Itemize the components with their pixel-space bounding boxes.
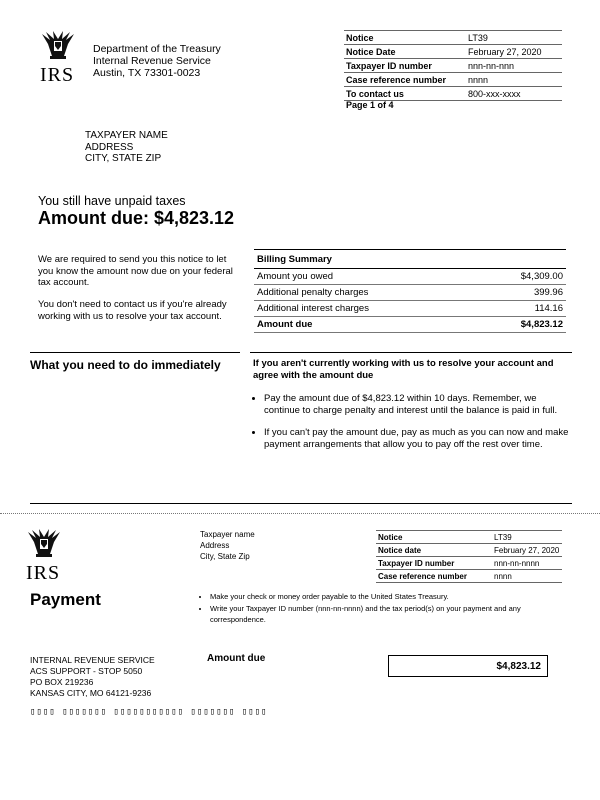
table-row xyxy=(344,73,562,87)
dept-line: Austin, TX 73301-0023 xyxy=(93,67,201,79)
stub-id-value: nnn-nn-nnnn xyxy=(492,557,562,570)
list-item: • Make your check or money order payable to the United States Treasury. xyxy=(210,591,578,602)
list-item: • Pay the amount due of $4,823.12 within 10 days. Remember, we continue to charge penalty and interest until the balance is paid in full. xyxy=(264,393,574,417)
divider xyxy=(30,503,572,504)
table-row xyxy=(344,31,562,45)
amount-due-label: Amount due xyxy=(207,653,266,664)
mail-line: INTERNAL REVENUE SERVICE xyxy=(30,655,155,665)
stub-taxpayer-city: City, State Zip xyxy=(200,552,250,561)
irs-logo xyxy=(40,30,76,85)
stub-notice-label: Notice xyxy=(376,531,492,544)
list-item: • Write your Taxpayer ID number (nnn-nn-nnnn) and the tax period(s) on your payment and any correspondence. xyxy=(210,603,578,625)
page-title: Amount due: $4,823.12 xyxy=(38,208,235,228)
billing-label: Additional penalty charges xyxy=(254,285,475,301)
case-ref-value: nnnn xyxy=(466,73,562,87)
billing-label: Additional interest charges xyxy=(254,301,475,317)
mail-line: KANSAS CITY, MO 64121-9236 xyxy=(30,688,152,698)
department-address xyxy=(93,43,221,79)
eagle-icon xyxy=(26,528,62,558)
stub-date-value: February 27, 2020 xyxy=(492,544,562,557)
stub-notice-value: LT39 xyxy=(492,531,562,544)
action-list xyxy=(252,393,574,461)
mailing-address xyxy=(30,655,155,699)
stub-case-label: Case reference number xyxy=(376,570,492,583)
eagle-icon xyxy=(40,30,76,60)
billing-value: 399.96 xyxy=(475,285,566,301)
table-row xyxy=(254,285,566,301)
table-row xyxy=(376,570,562,583)
table-row xyxy=(254,301,566,317)
stub-taxpayer-street: Address xyxy=(200,541,230,550)
stub-info-table xyxy=(376,530,562,583)
stub-taxpayer-address xyxy=(200,529,255,562)
stub-taxpayer-name: Taxpayer name xyxy=(200,530,255,539)
list-item: • If you can't pay the amount due, pay as much as you can now and make payment arrangements that allow you to pay off the rest over time. xyxy=(264,427,574,451)
logo-text: IRS xyxy=(26,562,61,584)
mail-line: ACS SUPPORT - STOP 5050 xyxy=(30,666,143,676)
stub-case-value: nnnn xyxy=(492,570,562,583)
taxpayer-street: ADDRESS xyxy=(85,141,134,153)
contact-label: To contact us xyxy=(344,87,466,101)
notice-info-table xyxy=(344,30,562,101)
table-row xyxy=(344,45,562,59)
table-header xyxy=(254,250,566,269)
billing-total-label: Amount due xyxy=(254,317,475,333)
dept-line: Department of the Treasury xyxy=(93,43,221,55)
notice-date-label: Notice Date xyxy=(344,45,466,59)
intro-paragraph: You don't need to contact us if you're already working with us to resolve your tax account. xyxy=(38,299,227,322)
amount-due-value: $4,823.12 xyxy=(496,661,541,672)
billing-summary-table xyxy=(254,249,566,333)
section-subhead: If you aren't currently working with us to resolve your account and agree with the amount due xyxy=(253,358,554,381)
taxpayer-id-value: nnn-nn-nnn xyxy=(466,59,562,73)
table-row xyxy=(376,557,562,570)
billing-value: 114.16 xyxy=(475,301,566,317)
logo-text: IRS xyxy=(40,64,75,86)
payment-title: Payment xyxy=(30,590,101,609)
headline-subtitle: You still have unpaid taxes xyxy=(38,194,186,208)
taxpayer-address xyxy=(85,130,168,165)
dept-line: Internal Revenue Service xyxy=(93,55,211,67)
notice-value: LT39 xyxy=(466,31,562,45)
taxpayer-name: TAXPAYER NAME xyxy=(85,130,168,141)
notice-date-value: February 27, 2020 xyxy=(466,45,562,59)
stub-id-label: Taxpayer ID number xyxy=(376,557,492,570)
scan-line: ▯▯▯▯ ▯▯▯▯▯▯▯ ▯▯▯▯▯▯▯▯▯▯▯ ▯▯▯▯▯▯▯ ▯▯▯▯ xyxy=(30,707,268,717)
case-ref-label: Case reference number xyxy=(344,73,466,87)
tear-line xyxy=(0,513,600,514)
stub-date-label: Notice date xyxy=(376,544,492,557)
page-number: Page 1 of 4 xyxy=(346,100,394,110)
mail-line: PO BOX 219236 xyxy=(30,677,94,687)
intro-paragraph: We are required to send you this notice to let you know the amount now due on your federal tax account. xyxy=(38,254,233,288)
notice-label: Notice xyxy=(344,31,466,45)
table-row xyxy=(376,531,562,544)
amount-due-box[interactable] xyxy=(388,655,548,677)
divider xyxy=(250,352,572,353)
divider xyxy=(30,352,240,353)
table-row xyxy=(344,87,562,101)
payment-instructions xyxy=(200,591,578,626)
billing-label: Amount you owed xyxy=(254,269,475,285)
stub-irs-logo xyxy=(26,528,62,583)
taxpayer-city: CITY, STATE ZIP xyxy=(85,153,162,164)
billing-title: Billing Summary xyxy=(254,250,566,269)
billing-total-value: $4,823.12 xyxy=(475,317,566,333)
table-row xyxy=(254,269,566,285)
table-row xyxy=(254,317,566,333)
table-row xyxy=(376,544,562,557)
billing-value: $4,309.00 xyxy=(475,269,566,285)
table-row xyxy=(344,59,562,73)
section-title: What you need to do immediately xyxy=(30,358,221,372)
taxpayer-id-label: Taxpayer ID number xyxy=(344,59,466,73)
contact-value: 800-xxx-xxxx xyxy=(466,87,562,101)
